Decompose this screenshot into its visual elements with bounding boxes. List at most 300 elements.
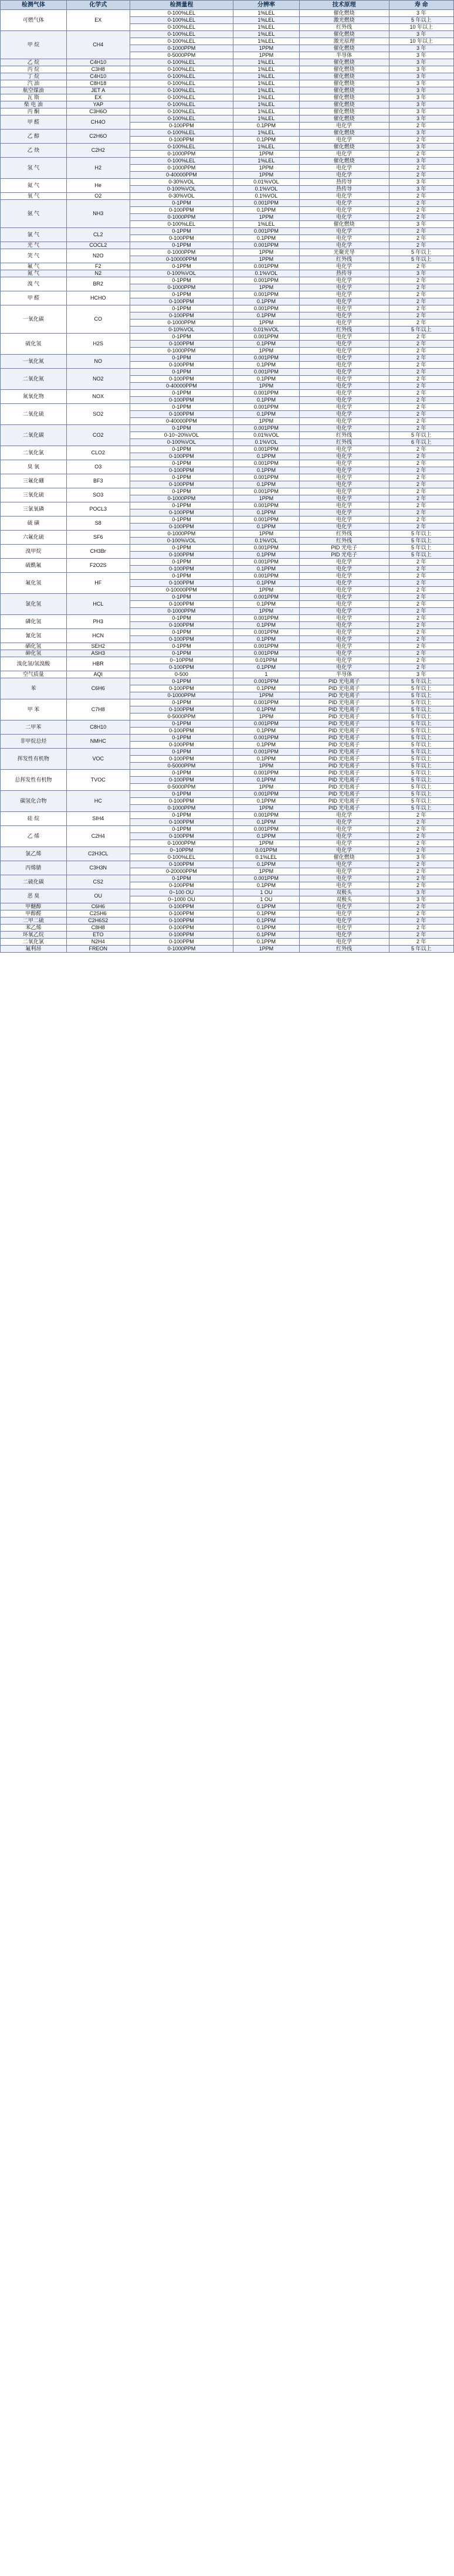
cell-range: 0-1PPM — [130, 721, 233, 728]
cell-range: 0-30%VOL — [130, 179, 233, 186]
cell-formula: C8H8 — [66, 925, 130, 932]
cell-gas-name: 二甲二硫 — [1, 917, 67, 925]
cell-range: 0-1PPM — [130, 425, 233, 432]
cell-range: 0-1PPM — [130, 200, 233, 207]
cell-principle: 半导体 — [299, 671, 389, 678]
cell-life: 3 年 — [389, 671, 453, 678]
cell-life: 3 年 — [389, 221, 453, 228]
cell-principle: 电化学 — [299, 608, 389, 615]
table-row — [1, 390, 454, 397]
cell-principle: 电化学 — [299, 861, 389, 868]
cell-principle: 电化学 — [299, 235, 389, 242]
cell-range: 0-100%LEL — [130, 221, 233, 228]
cell-principle: 电化学 — [299, 917, 389, 925]
cell-resolution: 0.001PPM — [233, 460, 300, 467]
cell-gas-name: 氯乙烯 — [1, 847, 67, 861]
table-row — [1, 305, 454, 312]
cell-life: 3 年 — [389, 186, 453, 193]
cell-life: 2 年 — [389, 910, 453, 917]
table-row — [1, 749, 454, 756]
cell-resolution: 1 OU — [233, 889, 300, 896]
cell-life: 5 年以上 — [389, 749, 453, 756]
cell-resolution: 0.1PPM — [233, 207, 300, 214]
cell-range: 0-1000PPM — [130, 284, 233, 291]
cell-formula: ETO — [66, 932, 130, 939]
cell-formula: S8 — [66, 516, 130, 531]
table-row — [1, 355, 454, 362]
cell-principle: 电化学 — [299, 298, 389, 305]
cell-life: 2 年 — [389, 123, 453, 130]
cell-principle: 电化学 — [299, 622, 389, 629]
cell-formula: C4H10 — [66, 73, 130, 80]
cell-life: 2 年 — [389, 601, 453, 608]
cell-life: 2 年 — [389, 650, 453, 657]
cell-principle: 电化学 — [299, 939, 389, 946]
cell-resolution: 1PPM — [233, 45, 300, 52]
cell-formula: F2 — [66, 263, 130, 270]
cell-gas-name: 可燃气体 — [1, 10, 67, 31]
table-row — [1, 826, 454, 833]
gas-detection-table-container — [0, 0, 454, 953]
cell-principle: 电化学 — [299, 291, 389, 298]
cell-resolution: 0.001PPM — [233, 721, 300, 728]
cell-range: 0-1000PPM — [130, 151, 233, 158]
cell-formula: SO2 — [66, 404, 130, 425]
cell-principle: 红外线 — [299, 432, 389, 439]
cell-life: 2 年 — [389, 580, 453, 587]
cell-life: 2 年 — [389, 425, 453, 432]
cell-resolution: 0.1PPM — [233, 917, 300, 925]
cell-gas-name: 六氟化硫 — [1, 531, 67, 545]
cell-life: 2 年 — [389, 320, 453, 327]
cell-life: 2 年 — [389, 200, 453, 207]
cell-range: 0-5000PPM — [130, 713, 233, 721]
cell-resolution: 0.001PPM — [233, 369, 300, 376]
cell-life: 5 年以上 — [389, 728, 453, 735]
cell-principle: 热传导 — [299, 186, 389, 193]
cell-range: 0-1PPM — [130, 791, 233, 798]
cell-resolution: 1%LEL — [233, 73, 300, 80]
cell-principle: 电化学 — [299, 650, 389, 657]
cell-resolution: 0.01PPM — [233, 657, 300, 664]
cell-life: 5 年以上 — [389, 538, 453, 545]
cell-principle: PID 光电离子 — [299, 721, 389, 728]
table-row — [1, 889, 454, 896]
cell-resolution: 1%LEL — [233, 94, 300, 101]
cell-resolution: 1%LEL — [233, 10, 300, 17]
cell-principle: 催化燃烧 — [299, 854, 389, 861]
table-row — [1, 263, 454, 270]
cell-principle: 催化燃烧 — [299, 144, 389, 151]
cell-formula: PH3 — [66, 615, 130, 629]
cell-formula: H2 — [66, 158, 130, 179]
cell-formula: SIH4 — [66, 812, 130, 826]
cell-resolution: 0.001PPM — [233, 291, 300, 298]
cell-resolution: 1PPM — [233, 946, 300, 953]
cell-formula: N2H4 — [66, 939, 130, 946]
cell-principle: 电化学 — [299, 580, 389, 587]
cell-principle: 电化学 — [299, 453, 389, 460]
table-row — [1, 242, 454, 249]
cell-range: 0-100%LEL — [130, 108, 233, 115]
cell-resolution: 1%LEL — [233, 144, 300, 151]
cell-range: 0-10000PPM — [130, 587, 233, 594]
cell-range: 0-1000PPM — [130, 214, 233, 221]
cell-gas-name: 溴甲烷 — [1, 545, 67, 559]
cell-principle: 电化学 — [299, 629, 389, 636]
cell-life: 2 年 — [389, 193, 453, 200]
cell-principle: 电化学 — [299, 488, 389, 495]
cell-principle: 电化学 — [299, 263, 389, 270]
cell-principle: 电化学 — [299, 587, 389, 594]
table-row — [1, 270, 454, 277]
cell-principle: 催化燃烧 — [299, 158, 389, 165]
cell-range: 0-1PPM — [130, 629, 233, 636]
cell-gas-name: 硫 磺 — [1, 516, 67, 531]
cell-life: 3 年 — [389, 45, 453, 52]
table-row — [1, 66, 454, 73]
cell-life: 10 年以上 — [389, 38, 453, 45]
cell-formula: ASH3 — [66, 650, 130, 657]
table-row — [1, 932, 454, 939]
cell-resolution: 0.1PPM — [233, 777, 300, 784]
cell-formula: C2H6O — [66, 130, 130, 144]
cell-principle: 激光原理 — [299, 38, 389, 45]
table-row — [1, 130, 454, 137]
cell-formula: CS2 — [66, 875, 130, 889]
cell-range: 0~10PPM — [130, 657, 233, 664]
cell-life: 2 年 — [389, 875, 453, 882]
table-row — [1, 559, 454, 566]
cell-gas-name: 二氧化硫 — [1, 404, 67, 425]
cell-gas-name: 臭 氧 — [1, 460, 67, 474]
table-row — [1, 334, 454, 341]
table-row — [1, 671, 454, 678]
cell-range: 0-100PPM — [130, 819, 233, 826]
table-row — [1, 488, 454, 495]
cell-range: 0-100PPM — [130, 777, 233, 784]
cell-range: 0-1PPM — [130, 502, 233, 509]
cell-formula: HCL — [66, 594, 130, 615]
cell-life: 2 年 — [389, 939, 453, 946]
cell-resolution: 0.1PPM — [233, 298, 300, 305]
cell-range: 0-100%LEL — [130, 854, 233, 861]
cell-resolution: 0.001PPM — [233, 390, 300, 397]
cell-life: 2 年 — [389, 137, 453, 144]
cell-principle: 电化学 — [299, 334, 389, 341]
cell-life: 3 年 — [389, 158, 453, 165]
cell-gas-name: 三氧化硫 — [1, 488, 67, 502]
cell-formula: CH3Br — [66, 545, 130, 559]
cell-range: 0-100PPM — [130, 685, 233, 692]
cell-range: 0-1PPM — [130, 875, 233, 882]
cell-life: 2 年 — [389, 819, 453, 826]
cell-resolution: 0.001PPM — [233, 516, 300, 524]
cell-principle: 电化学 — [299, 594, 389, 601]
table-row — [1, 770, 454, 777]
cell-gas-name: 磷化氢 — [1, 615, 67, 629]
cell-gas-name: 氧 气 — [1, 193, 67, 200]
cell-resolution: 1PPM — [233, 608, 300, 615]
cell-principle: 电化学 — [299, 411, 389, 418]
cell-range: 0-1000PPM — [130, 608, 233, 615]
cell-range: 0~1000 OU — [130, 896, 233, 903]
cell-life: 2 年 — [389, 903, 453, 910]
cell-life: 2 年 — [389, 495, 453, 502]
cell-resolution: 1PPM — [233, 495, 300, 502]
cell-formula: HBR — [66, 657, 130, 671]
cell-principle: 电化学 — [299, 425, 389, 432]
cell-formula: FREON — [66, 946, 130, 953]
cell-range: 0-100PPM — [130, 932, 233, 939]
cell-principle: 红外线 — [299, 327, 389, 334]
cell-formula: HCN — [66, 629, 130, 643]
cell-formula: C4H10 — [66, 59, 130, 66]
cell-range: 0-40000PPM — [130, 418, 233, 425]
cell-resolution: 1%LEL — [233, 17, 300, 24]
cell-life: 3 年 — [389, 87, 453, 94]
cell-resolution: 1PPM — [233, 249, 300, 256]
cell-formula: C7H8 — [66, 699, 130, 721]
cell-range: 0-1000PPM — [130, 249, 233, 256]
cell-gas-name: 氮 气 — [1, 270, 67, 277]
header-range: 检测量程 — [130, 1, 233, 10]
cell-resolution: 1PPM — [233, 320, 300, 327]
cell-life: 2 年 — [389, 812, 453, 819]
cell-formula: NO2 — [66, 369, 130, 390]
cell-range: 0-1000PPM — [130, 692, 233, 699]
cell-principle: PID 光电离子 — [299, 763, 389, 770]
cell-range: 0-100PPM — [130, 509, 233, 516]
cell-life: 5 年以上 — [389, 432, 453, 439]
cell-life: 2 年 — [389, 334, 453, 341]
cell-resolution: 0.1PPM — [233, 411, 300, 418]
cell-formula: C2SH6 — [66, 910, 130, 917]
cell-life: 2 年 — [389, 305, 453, 312]
cell-range: 0-1PPM — [130, 812, 233, 819]
cell-resolution: 0.1PPM — [233, 235, 300, 242]
table-row — [1, 847, 454, 854]
cell-gas-name: 航空煤油 — [1, 87, 67, 94]
cell-life: 5 年以上 — [389, 327, 453, 334]
cell-range: 0-1000PPM — [130, 348, 233, 355]
cell-formula: COCL2 — [66, 242, 130, 249]
cell-life: 5 年以上 — [389, 721, 453, 728]
cell-range: 0-1PPM — [130, 643, 233, 650]
table-row — [1, 94, 454, 101]
table-row — [1, 228, 454, 235]
cell-principle: 电化学 — [299, 636, 389, 643]
cell-principle: 电化学 — [299, 172, 389, 179]
cell-formula: NH3 — [66, 200, 130, 228]
cell-life: 2 年 — [389, 925, 453, 932]
cell-life: 2 年 — [389, 474, 453, 481]
cell-resolution: 1PPM — [233, 348, 300, 355]
cell-principle: PID 光电离子 — [299, 798, 389, 805]
cell-gas-name: 一氧化碳 — [1, 305, 67, 334]
cell-life: 3 年 — [389, 94, 453, 101]
cell-life: 2 年 — [389, 509, 453, 516]
cell-resolution: 0.1PPM — [233, 467, 300, 474]
cell-principle: 电化学 — [299, 207, 389, 214]
table-row — [1, 629, 454, 636]
cell-principle: 电化学 — [299, 524, 389, 531]
cell-range: 0-100%VOL — [130, 439, 233, 446]
cell-life: 5 年以上 — [389, 256, 453, 263]
cell-life: 5 年以上 — [389, 249, 453, 256]
cell-resolution: 1%LEL — [233, 66, 300, 73]
cell-range: 0-5000PPM — [130, 763, 233, 770]
cell-principle: 电化学 — [299, 903, 389, 910]
header-resolution: 分辨率 — [233, 1, 300, 10]
cell-gas-name: 丙 烷 — [1, 66, 67, 73]
cell-life: 3 年 — [389, 59, 453, 66]
table-row — [1, 446, 454, 453]
table-row — [1, 59, 454, 66]
cell-range: 0-1PPM — [130, 460, 233, 467]
cell-formula: BR2 — [66, 277, 130, 291]
table-row — [1, 369, 454, 376]
cell-life: 2 年 — [389, 418, 453, 425]
cell-principle: 电化学 — [299, 932, 389, 939]
cell-life: 2 年 — [389, 587, 453, 594]
cell-principle: 电化学 — [299, 193, 389, 200]
cell-resolution: 1PPM — [233, 418, 300, 425]
gas-detection-table — [0, 0, 454, 953]
table-row — [1, 650, 454, 657]
cell-resolution: 1PPM — [233, 587, 300, 594]
cell-resolution: 0.1%LEL — [233, 854, 300, 861]
cell-principle: 电化学 — [299, 509, 389, 516]
cell-range: 0-1PPM — [130, 390, 233, 397]
cell-resolution: 0.1PPM — [233, 509, 300, 516]
cell-range: 0-100PPM — [130, 123, 233, 130]
cell-resolution: 0.1PPM — [233, 362, 300, 369]
table-row — [1, 249, 454, 256]
cell-life: 2 年 — [389, 151, 453, 158]
table-row — [1, 721, 454, 728]
cell-life: 2 年 — [389, 235, 453, 242]
table-row — [1, 80, 454, 87]
cell-range: 0-100PPM — [130, 397, 233, 404]
cell-formula: He — [66, 179, 130, 193]
table-row — [1, 193, 454, 200]
cell-formula: BF3 — [66, 474, 130, 488]
cell-gas-name: 氟化氢 — [1, 573, 67, 594]
cell-life: 2 年 — [389, 172, 453, 179]
table-row — [1, 861, 454, 868]
cell-life: 5 年以上 — [389, 692, 453, 699]
cell-life: 2 年 — [389, 207, 453, 214]
cell-range: 0-1PPM — [130, 305, 233, 312]
cell-resolution: 0.1PPM — [233, 580, 300, 587]
cell-principle: 催化燃烧 — [299, 87, 389, 94]
cell-formula: O2 — [66, 193, 130, 200]
cell-gas-name: 氟 气 — [1, 263, 67, 270]
cell-life: 3 年 — [389, 101, 453, 108]
cell-resolution: 0.001PPM — [233, 650, 300, 657]
cell-range: 0-1PPM — [130, 446, 233, 453]
cell-resolution: 1%LEL — [233, 108, 300, 115]
cell-formula: YAP — [66, 101, 130, 108]
cell-resolution: 1PPM — [233, 868, 300, 875]
cell-gas-name: 丙烯腈 — [1, 861, 67, 875]
cell-principle: 电化学 — [299, 376, 389, 383]
cell-principle: 催化燃烧 — [299, 59, 389, 66]
cell-formula: NO — [66, 355, 130, 369]
cell-principle: 电化学 — [299, 348, 389, 355]
cell-principle: 红外线 — [299, 439, 389, 446]
cell-life: 2 年 — [389, 566, 453, 573]
cell-gas-name: 氰化氢 — [1, 629, 67, 643]
cell-life: 2 年 — [389, 847, 453, 854]
cell-resolution: 0.1PPM — [233, 481, 300, 488]
cell-life: 2 年 — [389, 291, 453, 298]
cell-principle: 电化学 — [299, 312, 389, 320]
cell-life: 2 年 — [389, 383, 453, 390]
cell-gas-name: 二甲苯 — [1, 721, 67, 735]
cell-gas-name: 甲 醛 — [1, 291, 67, 305]
cell-gas-name: 硅 烷 — [1, 812, 67, 826]
cell-principle: 电化学 — [299, 566, 389, 573]
cell-formula: C6H6 — [66, 678, 130, 699]
cell-range: 0-100%VOL — [130, 186, 233, 193]
cell-principle: PID 光电离子 — [299, 756, 389, 763]
cell-gas-name: 环氧乙烷 — [1, 932, 67, 939]
cell-formula: C2H6S2 — [66, 917, 130, 925]
cell-formula: AQI — [66, 671, 130, 678]
cell-resolution: 0.001PPM — [233, 875, 300, 882]
cell-resolution: 0.001PPM — [233, 277, 300, 284]
cell-principle: PID 光电离子 — [299, 770, 389, 777]
cell-life: 3 年 — [389, 270, 453, 277]
cell-principle: 电化学 — [299, 833, 389, 840]
cell-principle: 电化学 — [299, 573, 389, 580]
cell-resolution: 1%LEL — [233, 31, 300, 38]
cell-formula: N2O — [66, 249, 130, 263]
cell-formula: CLO2 — [66, 446, 130, 460]
table-row — [1, 735, 454, 742]
cell-formula: C3H8 — [66, 66, 130, 73]
cell-principle: 双极头 — [299, 896, 389, 903]
table-row — [1, 502, 454, 509]
cell-life: 2 年 — [389, 390, 453, 397]
cell-life: 3 年 — [389, 889, 453, 896]
cell-life: 3 年 — [389, 10, 453, 17]
table-row — [1, 291, 454, 298]
cell-life: 2 年 — [389, 932, 453, 939]
table-row — [1, 699, 454, 706]
cell-life: 2 年 — [389, 242, 453, 249]
cell-range: 0-100%LEL — [130, 59, 233, 66]
cell-principle: PID 光电子 — [299, 545, 389, 552]
cell-resolution: 0.1PPM — [233, 636, 300, 643]
cell-principle: 电化学 — [299, 214, 389, 221]
cell-resolution: 0.001PPM — [233, 263, 300, 270]
cell-resolution: 0.01%VOL — [233, 432, 300, 439]
cell-resolution: 1PPM — [233, 784, 300, 791]
cell-range: 0-10000PPM — [130, 256, 233, 263]
cell-range: 0-100%LEL — [130, 115, 233, 123]
cell-principle: 电化学 — [299, 341, 389, 348]
cell-resolution: 0.001PPM — [233, 305, 300, 312]
cell-principle: 电化学 — [299, 242, 389, 249]
cell-gas-name: 乙 烯 — [1, 826, 67, 847]
cell-life: 5 年以上 — [389, 770, 453, 777]
cell-gas-name: 空气质量 — [1, 671, 67, 678]
header-gas: 检测气体 — [1, 1, 67, 10]
cell-gas-name: 甲 醛 — [1, 115, 67, 130]
